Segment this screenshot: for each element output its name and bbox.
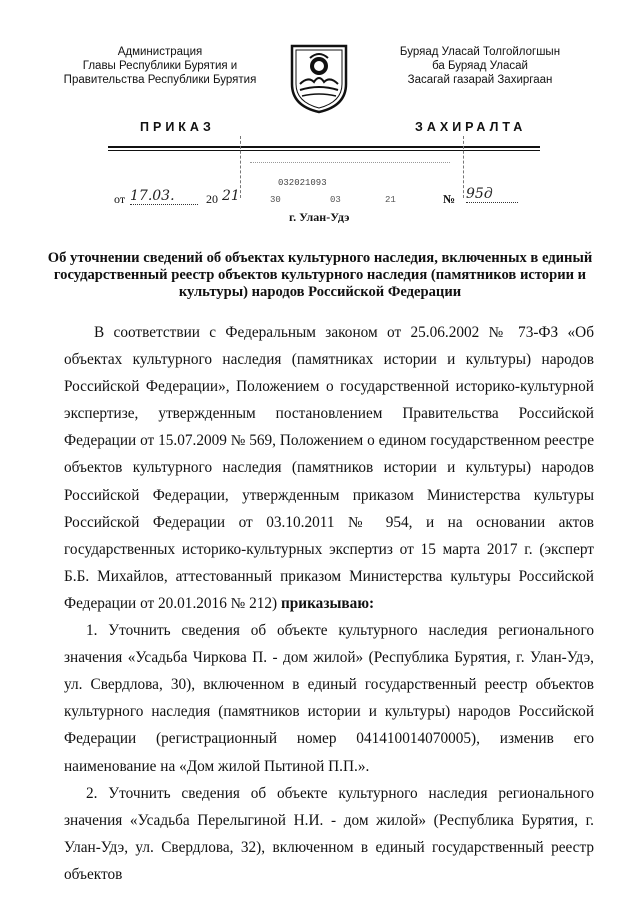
city-label: г. Улан-Удэ bbox=[289, 210, 350, 224]
number-label: № bbox=[443, 192, 456, 206]
header-right-line-3: Засагай газарай Захиргаан bbox=[407, 74, 553, 86]
stamp-year: 21 bbox=[385, 195, 396, 205]
date-prefix: от bbox=[114, 192, 126, 206]
header-right-line-2: ба Буряад Уласай bbox=[432, 60, 528, 72]
handwritten-number: 95д bbox=[466, 186, 518, 203]
stamp-dotted-line bbox=[250, 152, 450, 163]
handwritten-year: 21 bbox=[222, 188, 240, 204]
document-body bbox=[64, 319, 594, 888]
header-left-line-3: Правительства Республики Бурятия bbox=[63, 74, 257, 86]
header-right-block bbox=[370, 45, 590, 87]
stamp-day: 30 bbox=[270, 195, 281, 205]
coat-of-arms-icon bbox=[288, 40, 350, 114]
item-2: 2. Уточнить сведения об объекте культурного наследия регионального значения «Усадьба Перелыгиной Н.И. - дом жилой» (Республика Бурятия, г. Улан-Удэ, ул. Свердлова, 32), включенном в единый государственный реестр объектов bbox=[64, 784, 594, 883]
prikaz-heading-bur: ЗАХИРАЛТА bbox=[415, 120, 527, 134]
stamp-code: 032021093 bbox=[278, 178, 327, 188]
item-1: 1. Уточнить сведения об объекте культурного наследия регионального значения «Усадьба Чиркова П. - дом жилой» (Республика Бурятия, г. Улан-Удэ, ул. Свердлова, 30), включенном в единый государственный реестр объектов культурного наследия (памятников истории и культуры) народов Российской Федерации (регистрационный номер 041410014070005), изменив его наименование на «Дом жилой Пытиной П.П.». bbox=[64, 622, 594, 775]
header-left-block bbox=[50, 45, 270, 87]
handwritten-date: 17.03. bbox=[130, 188, 198, 205]
stamp-month: 03 bbox=[330, 195, 341, 205]
header-left-line-1: Администрация bbox=[117, 46, 203, 58]
intro-text: В соответствии с Федеральным законом от 25.06.2002 № 73-ФЗ «Об объектах культурного наследия (памятниках истории и культуры) народов Российской Федерации», Положением о государственной историко-культурной экспертизе, утвержденным постановлением Правительства Российской Федерации от 15.07.2009 № 569, Положением о едином государственном реестре объектов культурного наследия (памятников истории и культуры) народов Российской Федерации, утвержденным приказом Министерства культуры Российской Федерации от 03.10.2011 № 954, и на основании актов государственных историко-культурных экспертиз от 15 марта 2017 г. (эксперт Б.Б. Михайлов, аттестованный приказом Министерства культуры Российской Федерации от 20.01.2016 № 212) bbox=[64, 324, 594, 612]
document-title: Об уточнении сведений об объектах культурного наследия, включенных в единый государственный реестр объектов культурного наследия (памятников истории и культуры) народов Российской Федерации bbox=[47, 250, 593, 300]
registration-stamp bbox=[240, 136, 464, 198]
year-prefix: 20 bbox=[206, 192, 218, 206]
prikaz-heading-ru: ПРИКАЗ bbox=[140, 120, 215, 134]
header-right-line-1: Буряад Уласай Толгойлогшын bbox=[399, 46, 561, 58]
intro-paragraph bbox=[64, 319, 594, 617]
header-left-line-2: Главы Республики Бурятия и bbox=[82, 60, 238, 72]
intro-bold: приказываю: bbox=[280, 594, 375, 612]
